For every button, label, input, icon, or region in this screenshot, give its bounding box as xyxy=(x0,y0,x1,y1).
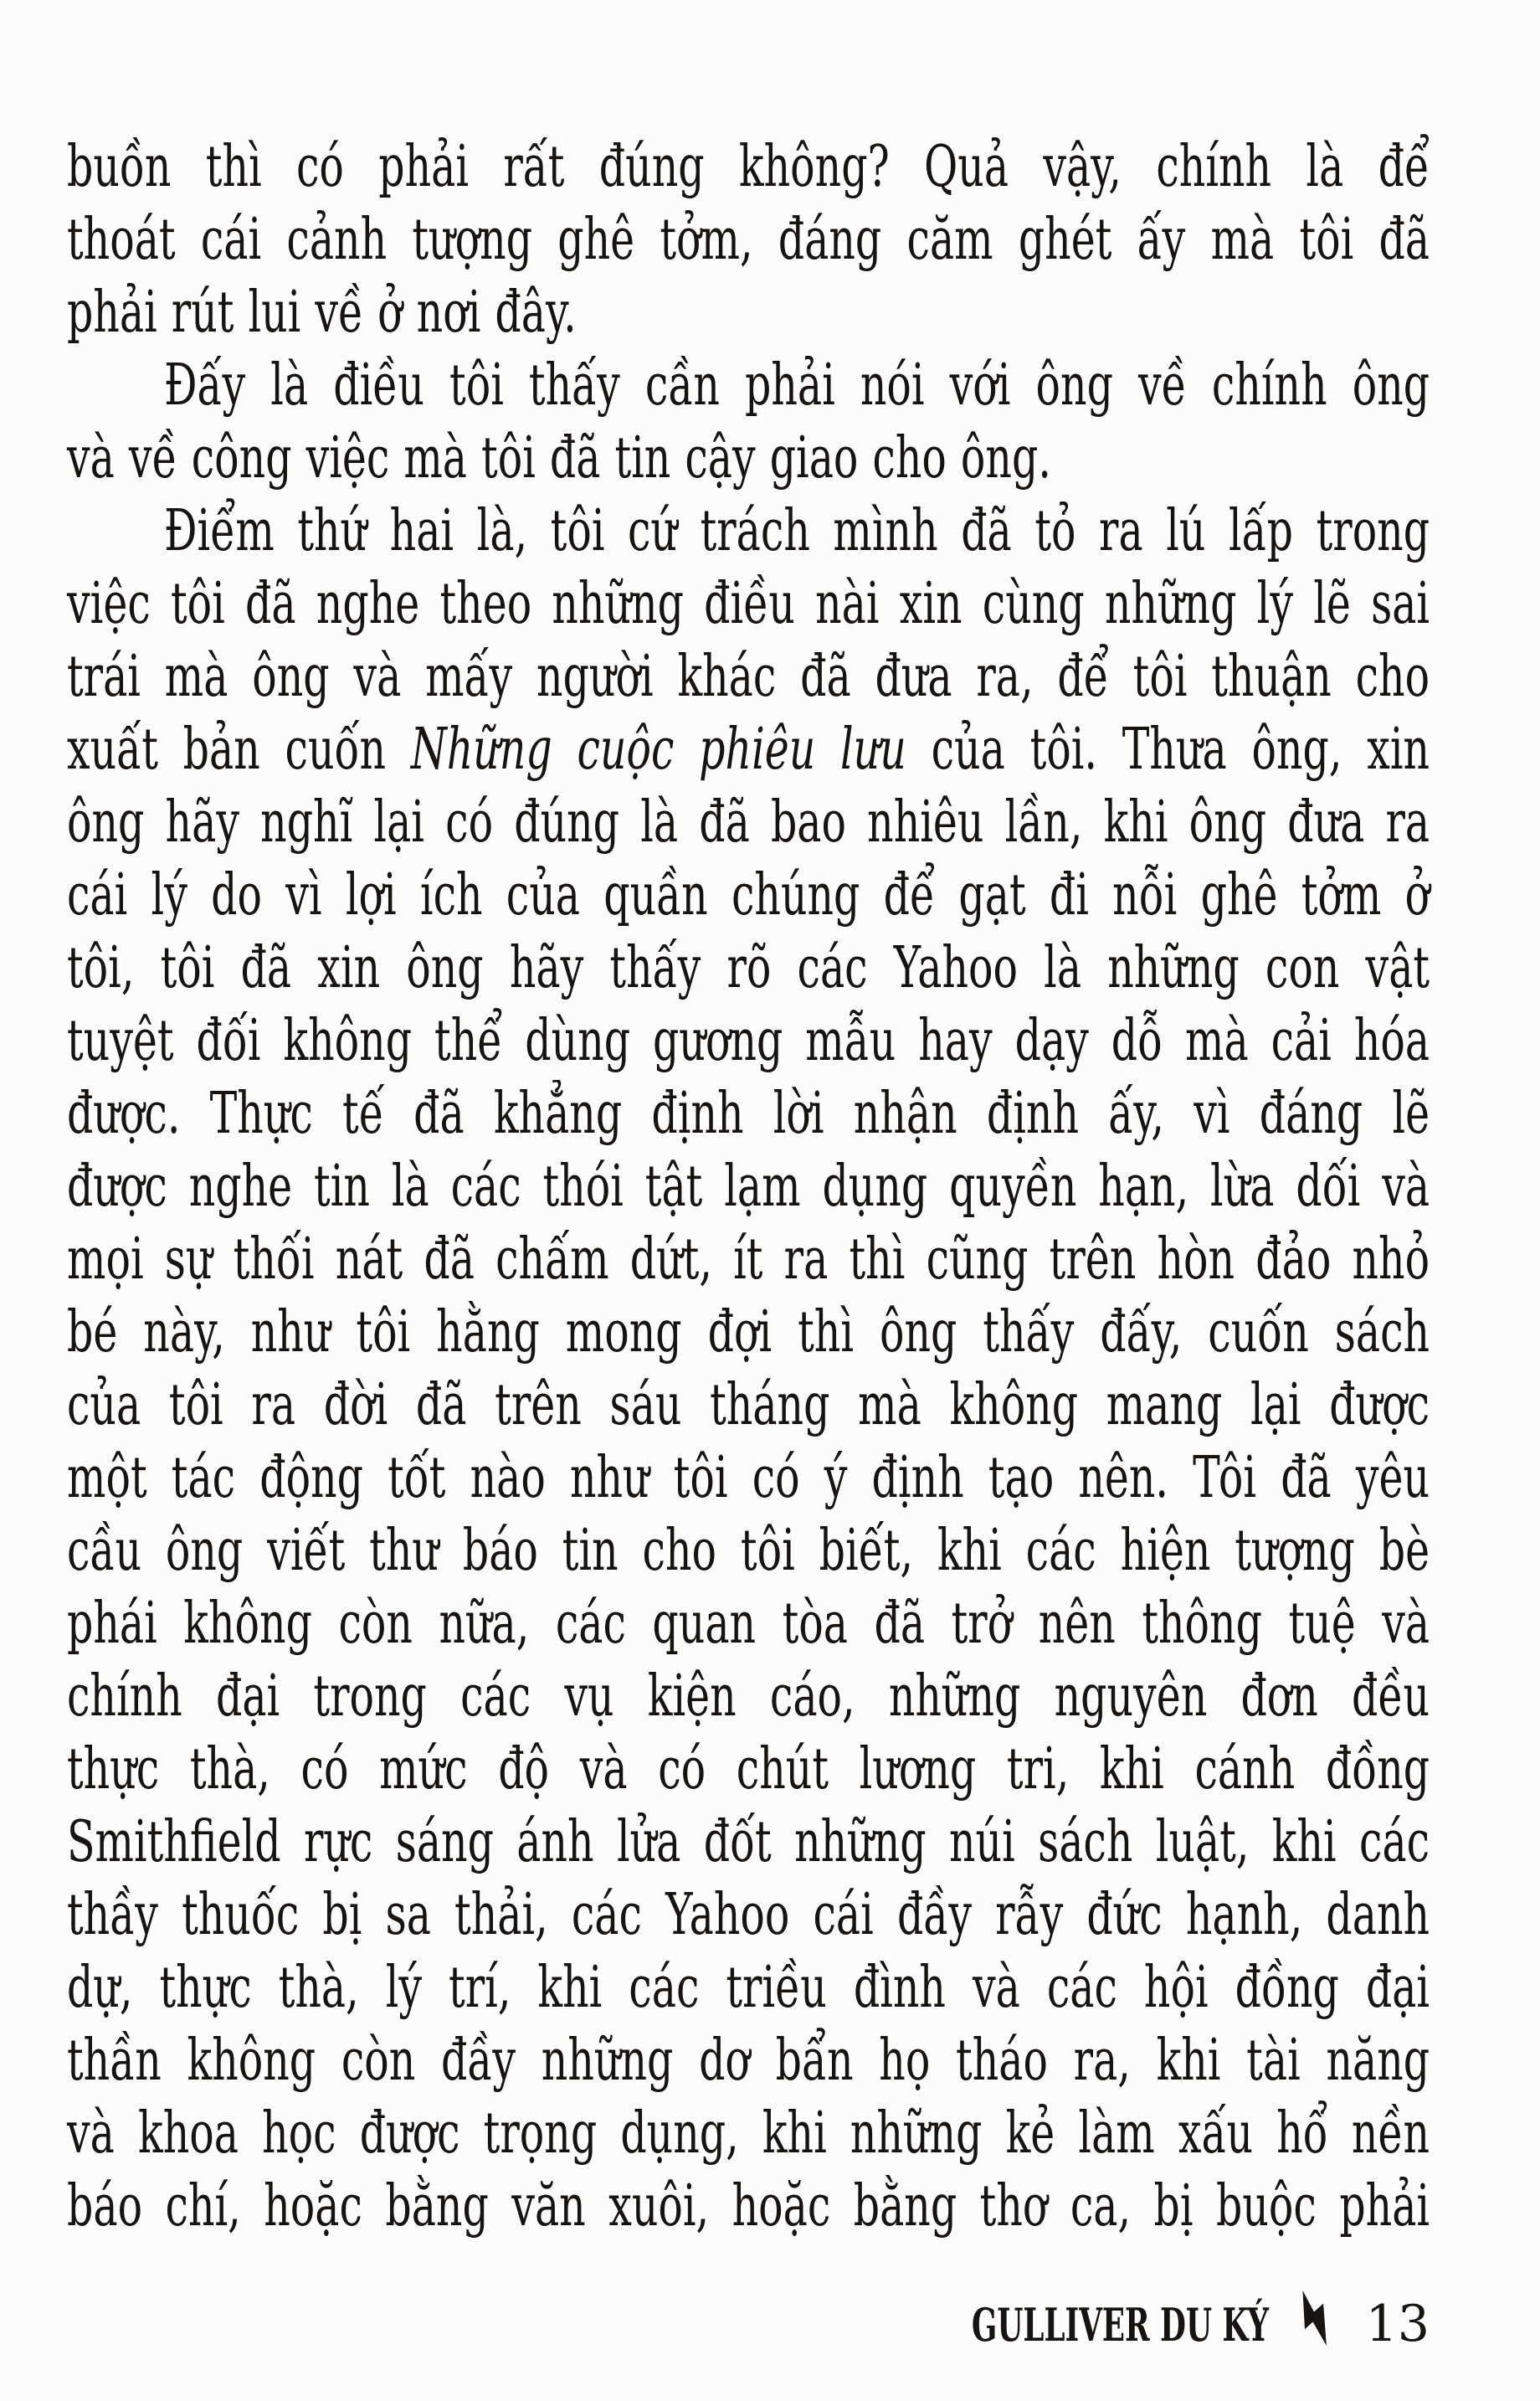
text-line xyxy=(67,1879,1430,1951)
text-segment: xuất bản cuốn xyxy=(67,717,411,783)
text-segment: được. Thực tế đã khẳng định lời nhận định ấy, vì đáng lẽ xyxy=(67,1081,1430,1147)
text-line xyxy=(67,203,1430,276)
text-segment: trái mà ông và mấy người khác đã đưa ra, để tôi thuận cho xyxy=(67,644,1430,710)
text-line xyxy=(67,1587,1430,1660)
text-line xyxy=(67,568,1430,640)
text-line xyxy=(67,1150,1430,1223)
page-number: 13 xyxy=(1365,2295,1430,2353)
text-segment: thoát cái cảnh tượng ghê tởm, đáng căm ghét ấy mà tôi đã xyxy=(67,207,1430,273)
text-segment: việc tôi đã nghe theo những điều nài xin cùng những lý lẽ sai xyxy=(67,571,1430,637)
text-line xyxy=(67,713,1430,786)
text-segment: cầu ông viết thư báo tin cho tôi biết, khi các hiện tượng bè xyxy=(67,1518,1430,1584)
text-line xyxy=(67,422,1430,495)
text-segment: bé này, như tôi hằng mong đợi thì ông thấy đấy, cuốn sách xyxy=(67,1299,1430,1365)
text-line xyxy=(67,1514,1430,1587)
text-segment: và về công việc mà tôi đã tin cậy giao cho ông. xyxy=(67,425,1051,491)
text-line xyxy=(67,276,1430,349)
text-segment: được nghe tin là các thói tật lạm dụng quyền hạn, lừa dối và xyxy=(67,1154,1430,1220)
text-line xyxy=(67,932,1430,1005)
text-segment: phải rút lui về ở nơi đây. xyxy=(67,280,577,346)
text-segment: dự, thực thà, lý trí, khi các triều đình và các hội đồng đại xyxy=(67,1955,1430,2021)
text-line xyxy=(67,640,1430,713)
text-segment: thần không còn đầy những dơ bẩn họ tháo ra, khi tài năng xyxy=(67,2028,1430,2094)
text-segment: báo chí, hoặc bằng văn xuôi, hoặc bằng thơ ca, bị buộc phải xyxy=(67,2173,1430,2239)
text-segment: mọi sự thối nát đã chấm dứt, ít ra thì cũng trên hòn đảo nhỏ xyxy=(67,1226,1430,1293)
text-line xyxy=(67,2097,1430,2170)
text-line xyxy=(67,349,1430,422)
text-segment: một tác động tốt nào như tôi có ý định tạo nên. Tôi đã yêu xyxy=(67,1445,1430,1511)
text-line xyxy=(67,1223,1430,1296)
text-line xyxy=(67,1442,1430,1514)
text-line xyxy=(67,2170,1430,2243)
text-segment: Smithfield rực sáng ánh lửa đốt những núi sách luật, khi các xyxy=(67,1809,1430,1875)
text-line xyxy=(67,1077,1430,1150)
text-line xyxy=(67,1806,1430,1879)
text-segment: chính đại trong các vụ kiện cáo, những nguyên đơn đều xyxy=(67,1663,1430,1730)
footer-book-title: GULLIVER DU KÝ xyxy=(971,2298,1269,2352)
text-line xyxy=(67,786,1430,859)
text-segment: thực thà, có mức độ và có chút lương tri, khi cánh đồng xyxy=(67,1736,1430,1802)
text-segment: tuyệt đối không thể dùng gương mẫu hay dạy dỗ mà cải hóa xyxy=(67,1008,1430,1074)
inline-book-title-italic: Những cuộc phiêu lưu xyxy=(410,717,906,783)
text-line xyxy=(67,859,1430,932)
text-line xyxy=(67,1296,1430,1369)
page-footer xyxy=(67,2292,1430,2352)
text-segment: thầy thuốc bị sa thải, các Yahoo cái đầy rẫy đức hạnh, danh xyxy=(67,1882,1430,1948)
text-segment: của tôi ra đời đã trên sáu tháng mà không mang lại được xyxy=(67,1372,1430,1438)
text-line xyxy=(67,495,1430,568)
text-segment: buồn thì có phải rất đúng không? Quả vậy, chính là để xyxy=(67,134,1430,200)
text-line xyxy=(67,131,1430,203)
text-line xyxy=(67,1005,1430,1077)
text-line xyxy=(67,1369,1430,1442)
body-text xyxy=(67,131,1430,2243)
text-segment: Điểm thứ hai là, tôi cứ trách mình đã tỏ ra lú lấp trong xyxy=(163,498,1430,564)
bolt-icon xyxy=(1291,2292,1344,2341)
text-segment: của tôi. Thưa ông, xin xyxy=(906,717,1430,783)
text-line xyxy=(67,1660,1430,1733)
text-segment: ông hãy nghĩ lại có đúng là đã bao nhiêu lần, khi ông đưa ra xyxy=(67,789,1430,856)
text-segment: cái lý do vì lợi ích của quần chúng để gạt đi nỗi ghê tởm ở xyxy=(67,862,1430,928)
text-line xyxy=(67,1733,1430,1806)
text-segment: và khoa học được trọng dụng, khi những kẻ làm xấu hổ nền xyxy=(67,2100,1430,2167)
text-segment: tôi, tôi đã xin ông hãy thấy rõ các Yahoo là những con vật xyxy=(67,935,1430,1001)
text-line xyxy=(67,2024,1430,2097)
text-segment: Đấy là điều tôi thấy cần phải nói với ông về chính ông xyxy=(163,352,1430,419)
text-segment: phái không còn nữa, các quan tòa đã trở nên thông tuệ và xyxy=(67,1591,1430,1657)
text-line xyxy=(67,1951,1430,2024)
